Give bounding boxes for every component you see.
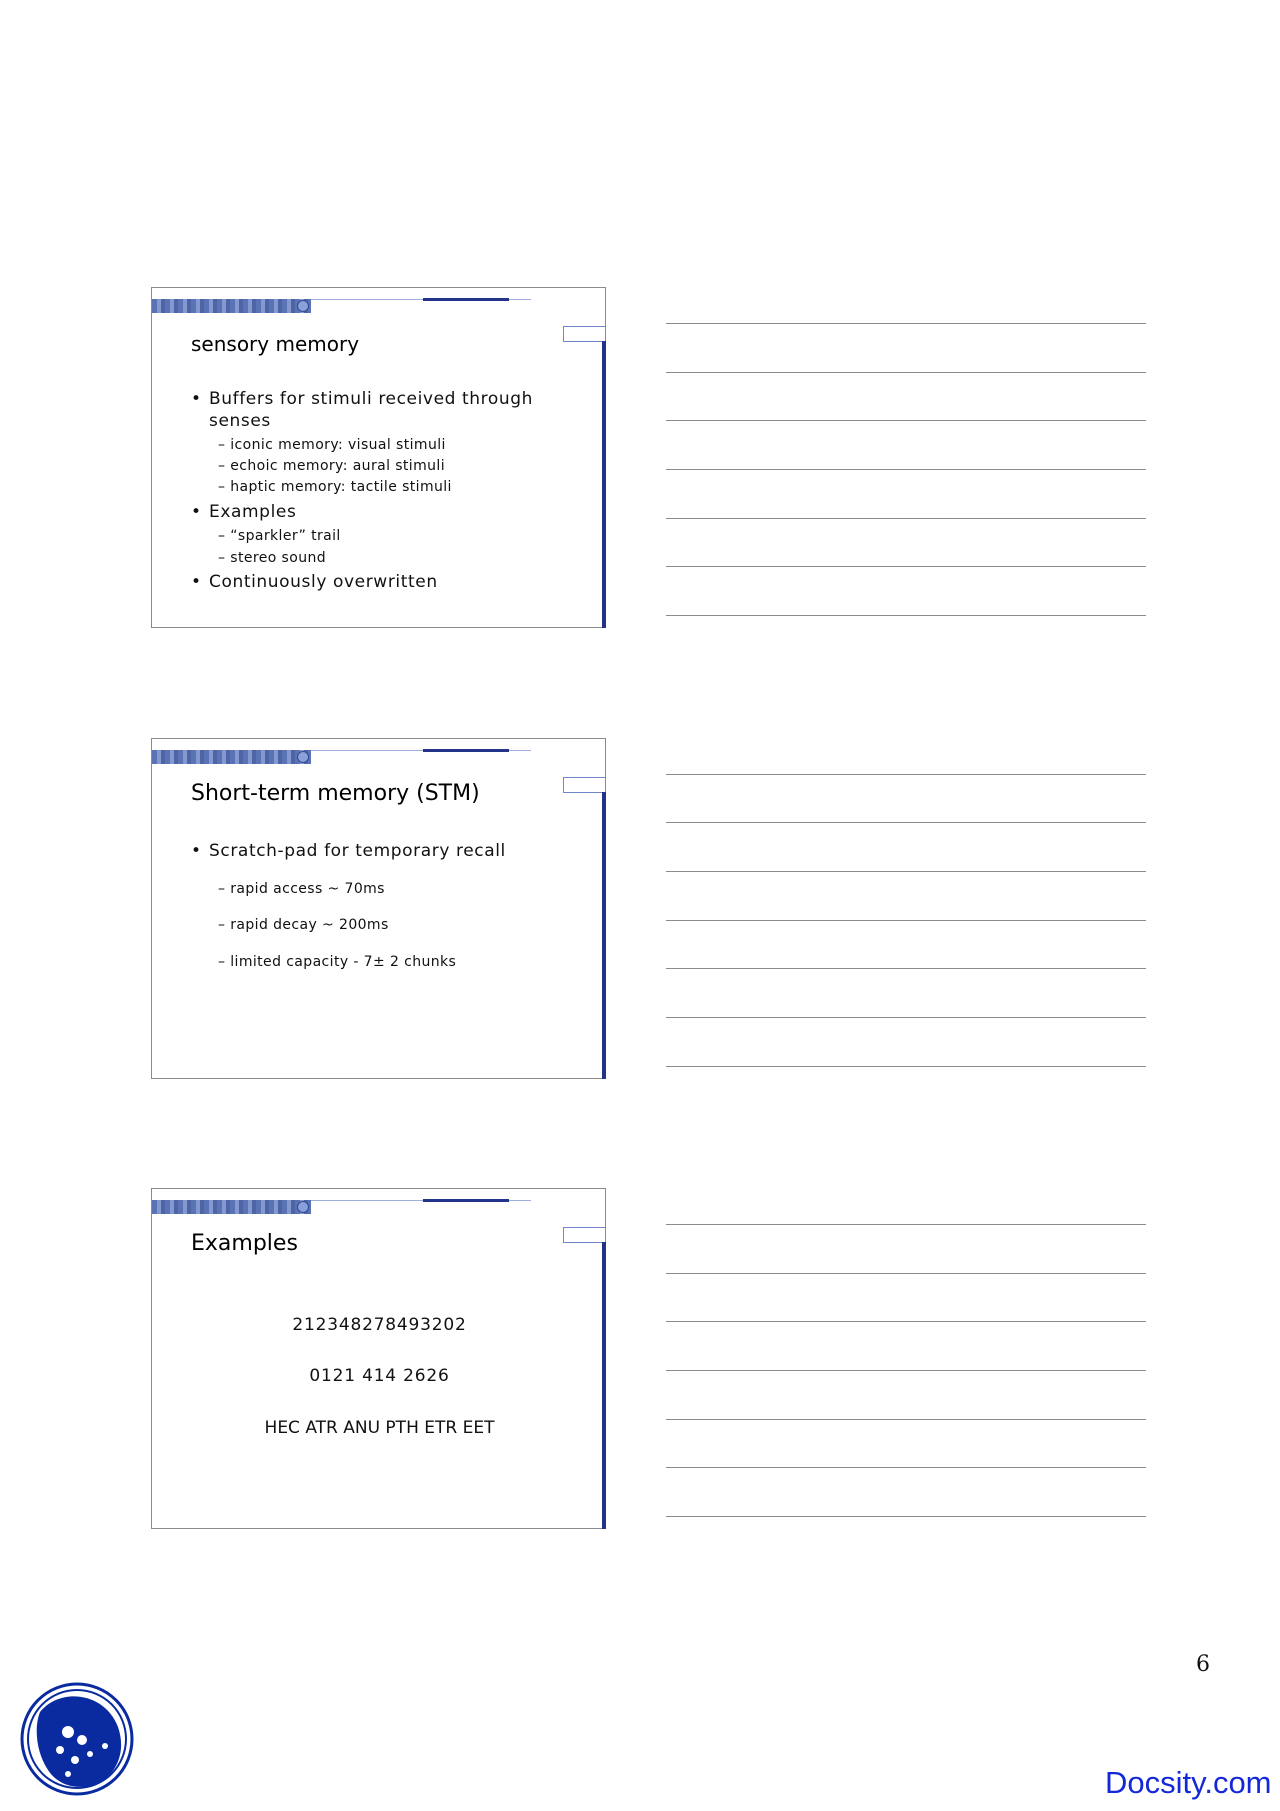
note-line — [666, 920, 1146, 921]
slide-corner-box — [563, 777, 605, 793]
note-line — [666, 774, 1146, 775]
slide-header-accent — [423, 298, 509, 301]
slide-header-knob — [297, 300, 309, 312]
note-line — [666, 1419, 1146, 1420]
slide-header-accent — [423, 1199, 509, 1202]
example-digits: 212348278493202 — [292, 1315, 467, 1335]
note-line — [666, 518, 1146, 519]
note-line — [666, 372, 1146, 373]
sub-bullet: – rapid decay ~ 200ms — [218, 917, 389, 933]
slide-sensory-memory: sensory memory • Buffers for stimuli received through senses – iconic memory: visual stimuli – echoic memory: aural stimuli – haptic memory: tactile stimuli • Examples – “sparkler” trail – stereo sound • Continuously overwritten — [151, 287, 606, 628]
slide-title: Examples — [191, 1231, 298, 1256]
slide-title: Short-term memory (STM) — [191, 781, 480, 806]
note-line — [666, 1467, 1146, 1468]
note-line — [666, 1273, 1146, 1274]
note-line — [666, 1017, 1146, 1018]
slide-short-term-memory: Short-term memory (STM) • Scratch-pad for temporary recall – rapid access ~ 70ms – rapid decay ~ 200ms – limited capacity - 7± 2 chunks — [151, 738, 606, 1079]
slide-title: sensory memory — [191, 332, 360, 356]
sub-bullet: – echoic memory: aural stimuli — [218, 458, 445, 474]
slide-header-band — [152, 750, 311, 764]
slide-corner-box — [563, 326, 605, 342]
docsity-brand-link[interactable]: Docsity.com — [1105, 1765, 1272, 1800]
page-number: 6 — [1196, 1652, 1210, 1677]
sub-bullet: – limited capacity - 7± 2 chunks — [218, 954, 457, 970]
slide-header-knob — [297, 1201, 309, 1213]
note-line — [666, 822, 1146, 823]
example-phone-number: 0121 414 2626 — [309, 1366, 450, 1386]
slide-side-bar — [602, 792, 606, 1079]
note-line — [666, 1224, 1146, 1225]
note-line — [666, 469, 1146, 470]
note-line — [666, 323, 1146, 324]
note-line — [666, 968, 1146, 969]
sub-bullet: – “sparkler” trail — [218, 528, 341, 544]
example-letter-groups: HEC ATR ANU PTH ETR EET — [264, 1418, 495, 1438]
slide-examples — [151, 1188, 606, 1529]
note-line — [666, 420, 1146, 421]
note-line — [666, 1066, 1146, 1067]
slide-header-band — [152, 299, 311, 313]
note-line — [666, 1516, 1146, 1517]
sub-bullet: – rapid access ~ 70ms — [218, 881, 385, 897]
slide-header-knob — [297, 751, 309, 763]
slide-corner-box — [563, 1227, 605, 1243]
docsity-logo-icon[interactable] — [20, 1682, 134, 1796]
slide-header-band — [152, 1200, 311, 1214]
sub-bullet: – haptic memory: tactile stimuli — [218, 479, 452, 495]
note-line — [666, 871, 1146, 872]
sub-bullet: – stereo sound — [218, 550, 327, 566]
note-line — [666, 1321, 1146, 1322]
sub-bullet: – iconic memory: visual stimuli — [218, 437, 446, 453]
note-line — [666, 566, 1146, 567]
note-line — [666, 1370, 1146, 1371]
slide-header-accent — [423, 749, 509, 752]
slide-side-bar — [602, 341, 606, 628]
note-line — [666, 615, 1146, 616]
